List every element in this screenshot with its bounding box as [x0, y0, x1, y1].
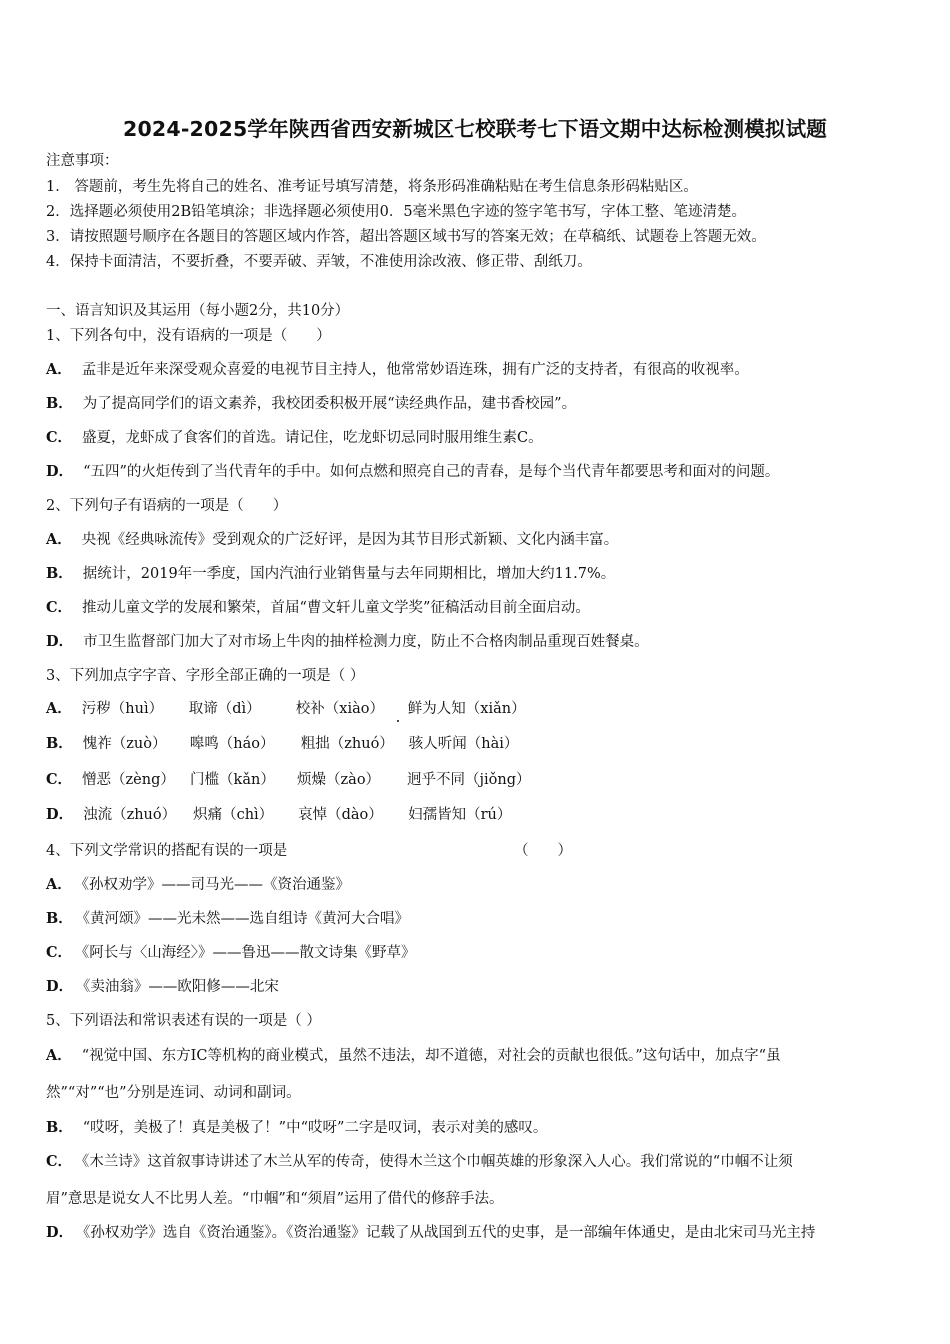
word-3: 烦燥（zào）	[297, 772, 381, 788]
option-text: 据统计，2019年一季度，国内汽油行业销售量与去年同期相比，增加大约11.7%。	[82, 566, 616, 582]
page-title: 2024-2025学年陕西省西安新城区七校联考七下语文期中达标检测模拟试题	[122, 117, 828, 141]
option-label: B．	[46, 395, 73, 412]
q4-answer-paren: （ ）	[514, 843, 572, 859]
q4-option-a[interactable]	[46, 876, 350, 894]
q4-stem-text: 4、下列文学常识的搭配有误的一项是	[46, 843, 288, 859]
option-label: A．	[46, 876, 72, 893]
option-text: 《阿长与〈山海经〉》——鲁迅——散文诗集《野草》	[82, 945, 416, 961]
q4-option-d[interactable]	[46, 978, 279, 996]
notice-item-1: 1． 答题前，考生先将自己的姓名、准考证号填写清楚，将条形码准确粘贴在考生信息条形码粘贴区。	[46, 179, 698, 195]
section-heading: 一、语言知识及其运用（每小题2分，共10分）	[46, 303, 350, 319]
word-3: 哀悼（dào）	[298, 807, 383, 823]
word-2: 炽痛（chì）	[193, 807, 274, 823]
word-2: 门槛（kǎn）	[190, 772, 275, 788]
option-text: “视觉中国、东方IC等机构的商业模式，虽然不违法，却不道德，对社会的贡献也很低。”这句话中，加点字“虽	[81, 1048, 781, 1064]
option-label: C．	[46, 429, 73, 446]
option-text: 《卖油翁》——欧阳修——北宋	[83, 979, 279, 995]
option-label: B．	[46, 1119, 73, 1136]
q3-option-b[interactable]	[46, 735, 518, 753]
option-text: 盛夏，龙虾成了食客们的首选。请记住，吃龙虾切忌同时服用维生素C。	[82, 430, 543, 446]
q5-option-b[interactable]	[46, 1119, 547, 1137]
notice-heading: 注意事项：	[46, 153, 119, 169]
option-label: B．	[46, 565, 73, 582]
option-label: A．	[46, 1047, 72, 1064]
q1-option-c[interactable]	[46, 429, 543, 447]
word-4: 骇人听闻（hài）	[408, 736, 519, 752]
option-label: D．	[46, 1224, 74, 1241]
option-text: 为了提高同学们的语文素养，我校团委积极开展“读经典作品，建书香校园”。	[82, 396, 577, 412]
word-3: 校补（xiào）	[295, 701, 384, 717]
option-text: 市卫生监督部门加大了对市场上牛肉的抽样检测力度，防止不合格肉制品重现百姓餐桌。	[83, 634, 649, 650]
word-4: 妇孺皆知（rú）	[408, 807, 512, 823]
option-label: C．	[46, 1153, 73, 1170]
q2-option-a[interactable]	[46, 531, 618, 549]
emphasis-dot	[397, 720, 399, 722]
option-text: “哎呀，美极了！真是美极了！”中“哎呀”二字是叹词，表示对美的感叹。	[82, 1120, 548, 1136]
option-text: 孟非是近年来深受观众喜爱的电视节目主持人，他常常妙语连珠，拥有广泛的支持者，有很高的收视率。	[81, 362, 749, 378]
option-label: C．	[46, 599, 73, 616]
q1-option-b[interactable]	[46, 395, 576, 413]
option-label: C．	[46, 944, 73, 961]
word-2: 取谛（dì）	[188, 701, 261, 717]
q3-stem: 3、下列加点字字音、字形全部正确的一项是（ ）	[46, 668, 365, 684]
option-label: D．	[46, 463, 74, 480]
q4-option-c[interactable]	[46, 944, 416, 962]
q4-stem	[46, 842, 572, 860]
option-label: A．	[46, 361, 72, 378]
q3-option-c[interactable]	[46, 771, 531, 789]
q2-option-b[interactable]	[46, 565, 615, 583]
q5-stem: 5、下列语法和常识表述有误的一项是（ ）	[46, 1013, 321, 1029]
option-label: D．	[46, 633, 74, 650]
word-1: 憎恶（zèng）	[82, 772, 175, 788]
option-label: B．	[46, 735, 73, 752]
q2-option-c[interactable]	[46, 599, 590, 617]
notice-item-2: 2．选择题必须使用2B铅笔填涂；非选择题必须使用0．5毫米黑色字迹的签字笔书写，字体工整、笔迹清楚。	[46, 204, 747, 220]
option-text: 《孙权劝学》——司马光——《资治通鉴》	[81, 877, 351, 893]
q5-option-a-cont: 然”“对”“也”分别是连词、动词和副词。	[46, 1085, 301, 1101]
word-3: 粗拙（zhuó）	[300, 736, 394, 752]
word-1: 浊流（zhuó）	[83, 807, 177, 823]
option-label: D．	[46, 978, 74, 995]
option-label: D．	[46, 806, 74, 823]
word-1: 污秽（huì）	[81, 701, 164, 717]
word-2: 嗥鸣（háo）	[189, 736, 275, 752]
q5-option-d[interactable]	[46, 1224, 815, 1242]
q1-stem: 1、下列各句中，没有语病的一项是（ ）	[46, 328, 331, 344]
word-4: 鲜为人知（xiǎn）	[407, 701, 526, 717]
q5-option-c[interactable]	[46, 1153, 793, 1171]
option-text: 《孙权劝学》选自《资治通鉴》。《资治通鉴》记载了从战国到五代的史事，是一部编年体通史，是由北宋司马光主持	[83, 1225, 816, 1241]
option-label: A．	[46, 700, 72, 717]
q2-stem: 2、下列句子有语病的一项是（ ）	[46, 498, 288, 514]
option-text: 推动儿童文学的发展和繁荣，首届“曹文轩儿童文学奖”征稿活动目前全面启动。	[82, 600, 590, 616]
option-text: 《黄河颂》——光未然——选自组诗《黄河大合唱》	[82, 911, 410, 927]
option-label: A．	[46, 531, 72, 548]
option-label: B．	[46, 910, 73, 927]
word-1: 愧祚（zuò）	[82, 736, 167, 752]
q3-option-a[interactable]	[46, 700, 526, 718]
q5-option-c-cont: 眉”意思是说女人不比男人差。“巾帼”和“须眉”运用了借代的修辞手法。	[46, 1191, 504, 1207]
q4-option-b[interactable]	[46, 910, 409, 928]
q5-option-a[interactable]	[46, 1047, 781, 1065]
notice-item-3: 3．请按照题号顺序在各题目的答题区域内作答，超出答题区域书写的答案无效；在草稿纸、试题卷上答题无效。	[46, 229, 766, 245]
option-text: 央视《经典咏流传》受到观众的广泛好评，是因为其节目形式新颖、文化内涵丰富。	[81, 532, 619, 548]
option-label: C．	[46, 771, 73, 788]
option-text: 《木兰诗》这首叙事诗讲述了木兰从军的传奇，使得木兰这个巾帼英雄的形象深入人心。我们常说的“巾帼不让须	[82, 1154, 793, 1170]
q2-option-d[interactable]	[46, 633, 649, 651]
q1-option-a[interactable]	[46, 361, 749, 379]
notice-item-4: 4．保持卡面清洁，不要折叠，不要弄破、弄皱，不准使用涂改液、修正带、刮纸刀。	[46, 254, 592, 270]
option-text: “五四”的火炬传到了当代青年的手中。如何点燃和照亮自己的青春，是每个当代青年都要思考和面对的问题。	[83, 464, 780, 480]
q1-option-d[interactable]	[46, 463, 779, 481]
word-4: 迥乎不同（jiǒng）	[407, 772, 531, 788]
q3-option-d[interactable]	[46, 806, 511, 824]
